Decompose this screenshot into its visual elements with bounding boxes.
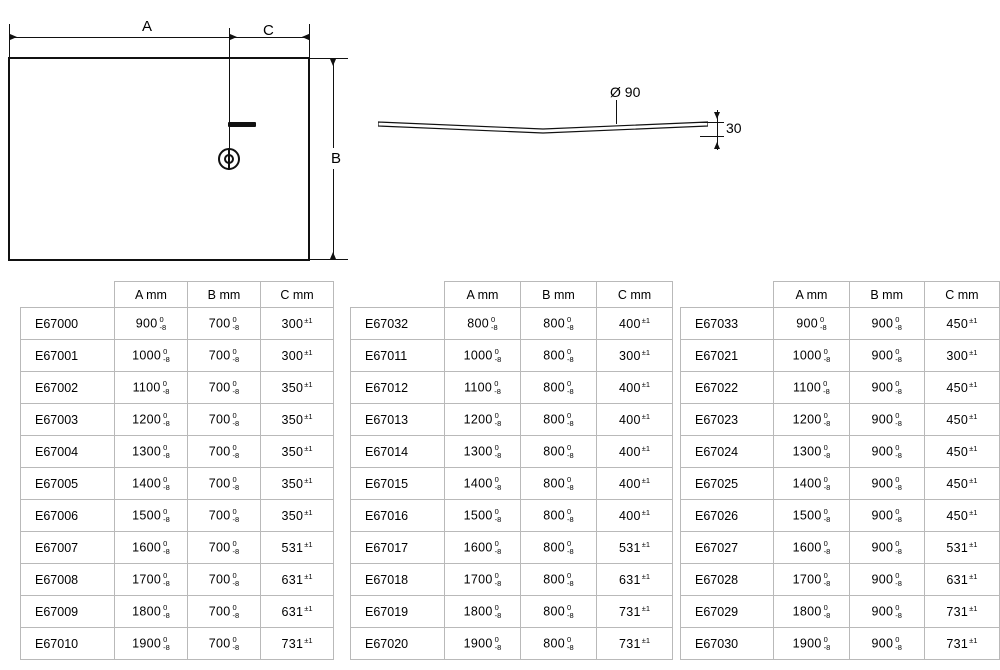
table-row (351, 340, 673, 372)
row-a: 1900 0 -8 (774, 628, 849, 660)
row-b: 800 0 -8 (521, 500, 597, 532)
row-c: 350±1 (261, 500, 334, 532)
drain-outlet-side-icon (228, 122, 256, 127)
dim-b-arrow-top (330, 59, 336, 66)
row-c: 631±1 (597, 564, 673, 596)
row-a: 1300 0 -8 (774, 436, 849, 468)
row-b: 900 0 -8 (849, 532, 924, 564)
row-b: 900 0 -8 (849, 404, 924, 436)
table-row (681, 532, 1000, 564)
row-a: 900 0 -8 (774, 308, 849, 340)
row-a: 1900 0 -8 (445, 628, 521, 660)
header-b: B mm (521, 282, 597, 308)
row-a: 1200 0 -8 (445, 404, 521, 436)
row-b: 900 0 -8 (849, 468, 924, 500)
row-a: 1600 0 -8 (445, 532, 521, 564)
row-code: E67030 (681, 628, 774, 660)
row-a: 1400 0 -8 (445, 468, 521, 500)
row-code: E67023 (681, 404, 774, 436)
table-row (681, 500, 1000, 532)
row-c: 400±1 (597, 308, 673, 340)
dimension-table-1 (20, 281, 334, 660)
row-code: E67015 (351, 468, 445, 500)
row-b: 900 0 -8 (849, 308, 924, 340)
header-code (681, 282, 774, 308)
row-c: 631±1 (261, 596, 334, 628)
row-code: E67004 (21, 436, 115, 468)
header-a: A mm (774, 282, 849, 308)
row-code: E67021 (681, 340, 774, 372)
thickness-extension-top (700, 122, 724, 123)
thickness-arrow-bottom (714, 142, 720, 149)
thickness-extension-bottom (700, 136, 724, 137)
row-c: 400±1 (597, 468, 673, 500)
row-c: 450±1 (924, 436, 999, 468)
row-a: 1800 0 -8 (445, 596, 521, 628)
row-c: 300±1 (597, 340, 673, 372)
row-code: E67032 (351, 308, 445, 340)
row-b: 800 0 -8 (521, 628, 597, 660)
table-row (681, 596, 1000, 628)
row-c: 531±1 (924, 532, 999, 564)
row-b: 800 0 -8 (521, 372, 597, 404)
dim-a-label: A (142, 18, 153, 35)
row-code: E67024 (681, 436, 774, 468)
row-code: E67028 (681, 564, 774, 596)
dim-a-extension-left (9, 24, 10, 64)
row-b: 700 0 -8 (188, 404, 261, 436)
row-b: 700 0 -8 (188, 532, 261, 564)
row-a: 1000 0 -8 (445, 340, 521, 372)
table-row (21, 404, 334, 436)
row-a: 1500 0 -8 (445, 500, 521, 532)
row-b: 900 0 -8 (849, 564, 924, 596)
diameter-leader-line (616, 100, 617, 124)
row-c: 731±1 (597, 628, 673, 660)
row-code: E67007 (21, 532, 115, 564)
row-b: 700 0 -8 (188, 564, 261, 596)
row-c: 450±1 (924, 308, 999, 340)
row-code: E67011 (351, 340, 445, 372)
table-row (681, 308, 1000, 340)
row-c: 531±1 (261, 532, 334, 564)
row-code: E67014 (351, 436, 445, 468)
row-b: 700 0 -8 (188, 372, 261, 404)
thickness-arrow-top (714, 112, 720, 119)
row-c: 731±1 (597, 596, 673, 628)
table-row (351, 436, 673, 468)
row-c: 350±1 (261, 468, 334, 500)
row-a: 1600 0 -8 (774, 532, 849, 564)
row-c: 450±1 (924, 404, 999, 436)
thickness-label: 30 (726, 120, 742, 136)
row-b: 800 0 -8 (521, 564, 597, 596)
row-b: 700 0 -8 (188, 628, 261, 660)
table-row (21, 532, 334, 564)
row-code: E67005 (21, 468, 115, 500)
row-c: 400±1 (597, 436, 673, 468)
row-a: 1800 0 -8 (774, 596, 849, 628)
row-c: 731±1 (261, 628, 334, 660)
row-a: 1100 0 -8 (774, 372, 849, 404)
row-b: 700 0 -8 (188, 500, 261, 532)
row-code: E67018 (351, 564, 445, 596)
row-b: 900 0 -8 (849, 500, 924, 532)
row-c: 731±1 (924, 596, 999, 628)
row-code: E67026 (681, 500, 774, 532)
row-b: 900 0 -8 (849, 340, 924, 372)
row-c: 731±1 (924, 628, 999, 660)
dim-b-arrow-bottom (330, 252, 336, 259)
table-row (21, 468, 334, 500)
dimension-table-3 (680, 281, 1000, 660)
row-a: 1100 0 -8 (115, 372, 188, 404)
row-code: E67012 (351, 372, 445, 404)
row-a: 1400 0 -8 (774, 468, 849, 500)
table-row (681, 564, 1000, 596)
row-a: 1500 0 -8 (115, 500, 188, 532)
row-a: 1200 0 -8 (774, 404, 849, 436)
row-b: 800 0 -8 (521, 308, 597, 340)
row-c: 631±1 (261, 564, 334, 596)
table-row (21, 436, 334, 468)
row-b: 800 0 -8 (521, 596, 597, 628)
header-c: C mm (924, 282, 999, 308)
row-b: 700 0 -8 (188, 308, 261, 340)
row-code: E67027 (681, 532, 774, 564)
row-code: E67013 (351, 404, 445, 436)
row-c: 531±1 (597, 532, 673, 564)
row-a: 1900 0 -8 (115, 628, 188, 660)
table-row (21, 628, 334, 660)
row-code: E67000 (21, 308, 115, 340)
row-code: E67006 (21, 500, 115, 532)
row-b: 900 0 -8 (849, 596, 924, 628)
row-b: 700 0 -8 (188, 340, 261, 372)
table-row (351, 500, 673, 532)
row-a: 1700 0 -8 (115, 564, 188, 596)
row-code: E67020 (351, 628, 445, 660)
row-a: 1400 0 -8 (115, 468, 188, 500)
row-code: E67010 (21, 628, 115, 660)
row-b: 800 0 -8 (521, 468, 597, 500)
row-b: 700 0 -8 (188, 596, 261, 628)
dim-c-arrow-left (230, 34, 237, 40)
row-code: E67009 (21, 596, 115, 628)
table-row (351, 404, 673, 436)
row-b: 800 0 -8 (521, 404, 597, 436)
row-code: E67019 (351, 596, 445, 628)
header-b: B mm (849, 282, 924, 308)
row-a: 1700 0 -8 (774, 564, 849, 596)
table-row (681, 468, 1000, 500)
row-c: 450±1 (924, 500, 999, 532)
row-a: 1000 0 -8 (115, 340, 188, 372)
row-c: 400±1 (597, 500, 673, 532)
table-row (351, 596, 673, 628)
row-a: 1200 0 -8 (115, 404, 188, 436)
header-c: C mm (597, 282, 673, 308)
table-row (21, 500, 334, 532)
row-c: 631±1 (924, 564, 999, 596)
row-code: E67017 (351, 532, 445, 564)
row-c: 300±1 (261, 340, 334, 372)
dim-c-extension-left (229, 28, 230, 148)
header-b: B mm (188, 282, 261, 308)
row-c: 450±1 (924, 468, 999, 500)
row-code: E67029 (681, 596, 774, 628)
table-row (351, 468, 673, 500)
row-a: 1800 0 -8 (115, 596, 188, 628)
dim-c-label: C (263, 22, 275, 39)
table-row (351, 372, 673, 404)
header-code (21, 282, 115, 308)
drain-outlet-icon (218, 148, 240, 170)
dim-a-arrow-left (10, 34, 17, 40)
row-code: E67003 (21, 404, 115, 436)
row-a: 800 0 -8 (445, 308, 521, 340)
shower-tray-plan-outline (8, 57, 310, 261)
row-a: 1600 0 -8 (115, 532, 188, 564)
table-row (21, 340, 334, 372)
row-b: 900 0 -8 (849, 372, 924, 404)
shower-tray-side-profile (378, 112, 708, 140)
row-code: E67002 (21, 372, 115, 404)
table-row (351, 532, 673, 564)
row-b: 700 0 -8 (188, 468, 261, 500)
table-row (681, 340, 1000, 372)
dim-b-extension-top (310, 58, 348, 59)
table-row (681, 404, 1000, 436)
row-code: E67001 (21, 340, 115, 372)
row-c: 300±1 (924, 340, 999, 372)
row-b: 800 0 -8 (521, 532, 597, 564)
row-code: E67008 (21, 564, 115, 596)
table-header-row (351, 282, 673, 308)
row-a: 1500 0 -8 (774, 500, 849, 532)
table-row (681, 436, 1000, 468)
row-b: 800 0 -8 (521, 436, 597, 468)
dim-b-label: B (327, 148, 346, 169)
row-a: 1300 0 -8 (445, 436, 521, 468)
table-row (681, 372, 1000, 404)
table-row (21, 596, 334, 628)
dim-c-arrow-right (302, 34, 309, 40)
row-b: 900 0 -8 (849, 436, 924, 468)
row-b: 800 0 -8 (521, 340, 597, 372)
row-a: 1300 0 -8 (115, 436, 188, 468)
table-row (21, 564, 334, 596)
dim-b-extension-bottom (310, 259, 348, 260)
table-row (351, 628, 673, 660)
row-c: 350±1 (261, 372, 334, 404)
row-a: 1100 0 -8 (445, 372, 521, 404)
header-c: C mm (261, 282, 334, 308)
header-a: A mm (445, 282, 521, 308)
table-header-row (681, 282, 1000, 308)
row-c: 400±1 (597, 372, 673, 404)
row-c: 350±1 (261, 404, 334, 436)
row-b: 700 0 -8 (188, 436, 261, 468)
table-row (21, 308, 334, 340)
row-c: 400±1 (597, 404, 673, 436)
table-row (351, 308, 673, 340)
table-row (351, 564, 673, 596)
row-c: 300±1 (261, 308, 334, 340)
table-row (21, 372, 334, 404)
row-code: E67033 (681, 308, 774, 340)
row-a: 900 0 -8 (115, 308, 188, 340)
row-code: E67022 (681, 372, 774, 404)
row-b: 900 0 -8 (849, 628, 924, 660)
row-code: E67016 (351, 500, 445, 532)
row-a: 1000 0 -8 (774, 340, 849, 372)
row-code: E67025 (681, 468, 774, 500)
header-a: A mm (115, 282, 188, 308)
row-c: 450±1 (924, 372, 999, 404)
table-header-row (21, 282, 334, 308)
dimension-table-2 (350, 281, 673, 660)
row-c: 350±1 (261, 436, 334, 468)
row-a: 1700 0 -8 (445, 564, 521, 596)
header-code (351, 282, 445, 308)
table-row (681, 628, 1000, 660)
diameter-label: Ø 90 (610, 84, 641, 100)
